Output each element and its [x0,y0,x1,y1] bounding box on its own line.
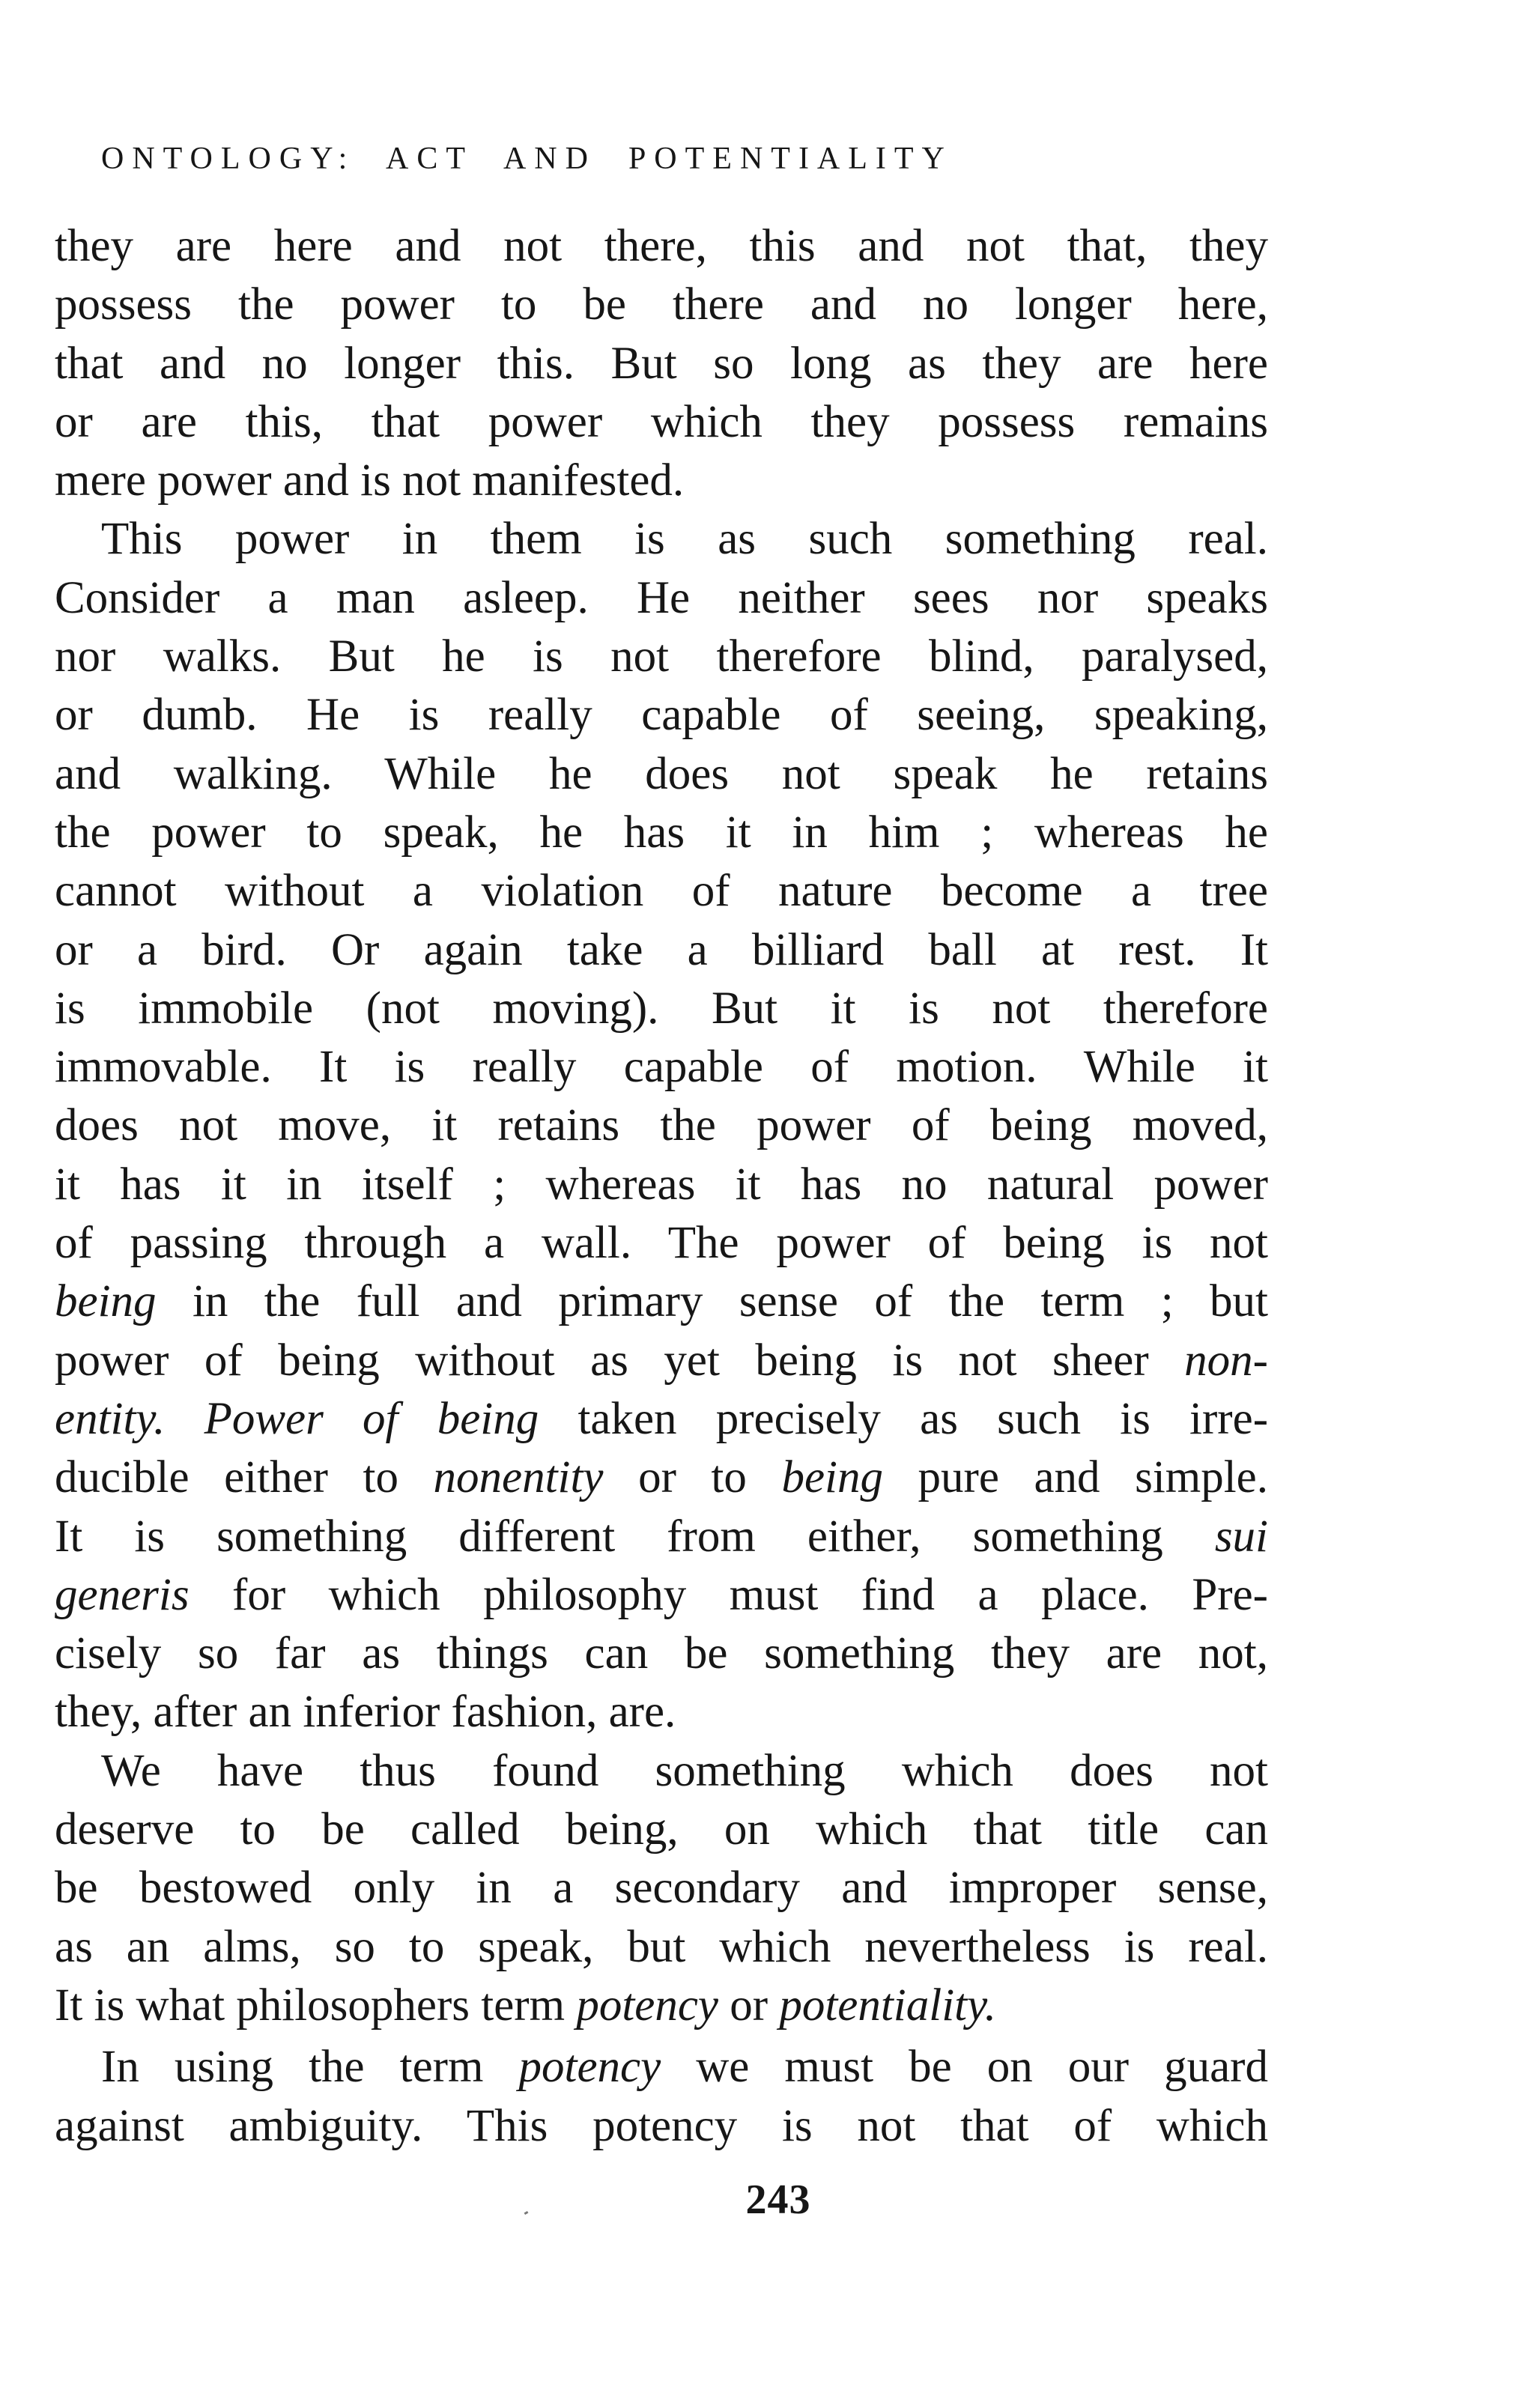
text-segment: It is something different from either, something [55,1511,1215,1562]
text-segment: they, after an inferior fashion, are. [55,1687,676,1738]
text-line [55,921,1268,980]
text-line [55,1683,1268,1741]
text-line [55,335,1268,393]
text-segment: possess the power to be there and no longer here, [55,279,1268,330]
text-segment: deserve to be called being, on which that title can [55,1804,1268,1855]
text-line [55,1742,1268,1801]
text-segment: or [718,1980,780,2031]
text-line [55,980,1268,1038]
text-segment: immovable. It is really capable of motion. While it [55,1042,1268,1093]
text-segment: pure and simple. [882,1452,1268,1503]
text-segment: in the full and primary sense of the term ; but [156,1276,1268,1327]
text-segment: they are here and not there, this and not that, they [55,221,1268,271]
text-segment: or dumb. He is really capable of seeing, speaking, [55,690,1268,741]
text-segment: Consider a man asleep. He neither sees nor speaks [55,572,1268,623]
text-segment: is immobile (not moving). But it is not therefore [55,983,1268,1034]
italic-text: sui [1214,1511,1268,1562]
text-segment: of passing through a wall. The power of being is not [55,1218,1268,1269]
text-segment: it has it in itself ; whereas it has no natural power [55,1159,1268,1210]
text-segment: against ambiguity. This potency is not that of which [55,2100,1268,2151]
text-segment: cisely so far as things can be something they are not, [55,1628,1268,1679]
text-line [55,276,1268,334]
text-line [55,1449,1268,1507]
text-segment: power of being without as yet being is not sheer [55,1335,1185,1386]
text-segment: In using the term [101,2042,519,2093]
text-line [55,2097,1268,2156]
text-line [55,393,1268,452]
text-line [55,1859,1268,1917]
text-line [55,1038,1268,1097]
text-line [55,1214,1268,1273]
italic-text: potency [576,1980,718,2031]
text-segment: This power in them is as such something real. [101,514,1268,565]
text-segment: It is what philosophers term [55,1980,577,2031]
text-segment: the power to speak, he has it in him ; whereas he [55,807,1268,858]
text-line [55,1097,1268,1155]
text-segment: or a bird. Or again take a billiard ball at rest. It [55,924,1268,975]
italic-text: generis [55,1569,190,1620]
italic-text: potency [518,2042,661,2093]
text-segment: as an alms, so to speak, but which nevertheless is real. [55,1921,1268,1972]
italic-text: non- [1184,1335,1268,1386]
text-segment: does not move, it retains the power of being moved, [55,1100,1268,1151]
text-segment: nor walks. But he is not therefore blind, paralysed, [55,631,1268,682]
text-segment: that and no longer this. But so long as they are here [55,338,1268,389]
text-line [55,510,1268,568]
text-segment: or to [603,1452,782,1503]
text-line [55,1508,1268,1566]
text-segment: be bestowed only in a secondary and improper sense, [55,1863,1268,1914]
text-line [55,862,1268,921]
text-line [55,1332,1268,1390]
italic-text: being [781,1452,883,1503]
italic-text: entity. Power of being [55,1393,539,1444]
text-segment: ducible either to [55,1452,434,1503]
text-line [55,452,1268,510]
text-line [55,1918,1268,1977]
text-line [55,1156,1268,1214]
text-segment: taken precisely as such is irre- [539,1393,1268,1444]
text-segment: mere power and is not manifested. [55,455,685,506]
text-line [55,1566,1268,1625]
running-head: ONTOLOGY: ACT AND POTENTIALITY [101,142,953,176]
text-line [55,1625,1268,1683]
text-line [55,1977,1268,2035]
text-segment: for which philosophy must find a place. Pre- [189,1569,1268,1620]
text-segment: or are this, that power which they possess remains [55,396,1268,447]
text-line [55,569,1268,628]
text-segment: We have thus found something which does not [101,1745,1268,1796]
text-line [55,628,1268,686]
italic-text: nonentity [433,1452,604,1503]
body-text [55,217,1268,2156]
text-line [55,745,1268,804]
italic-text: potentiality. [779,1980,997,2031]
text-line [55,1801,1268,1859]
text-segment: we must be on our guard [661,2042,1268,2093]
text-segment: cannot without a violation of nature become a tree [55,866,1268,917]
text-line [55,686,1268,744]
text-line [55,217,1268,276]
text-segment: and walking. While he does not speak he retains [55,748,1268,799]
page-number: 243 [745,2177,811,2223]
text-line [55,1390,1268,1449]
italic-text: being [55,1276,157,1327]
text-line [55,1273,1268,1331]
text-line [55,2038,1268,2096]
text-line [55,804,1268,862]
